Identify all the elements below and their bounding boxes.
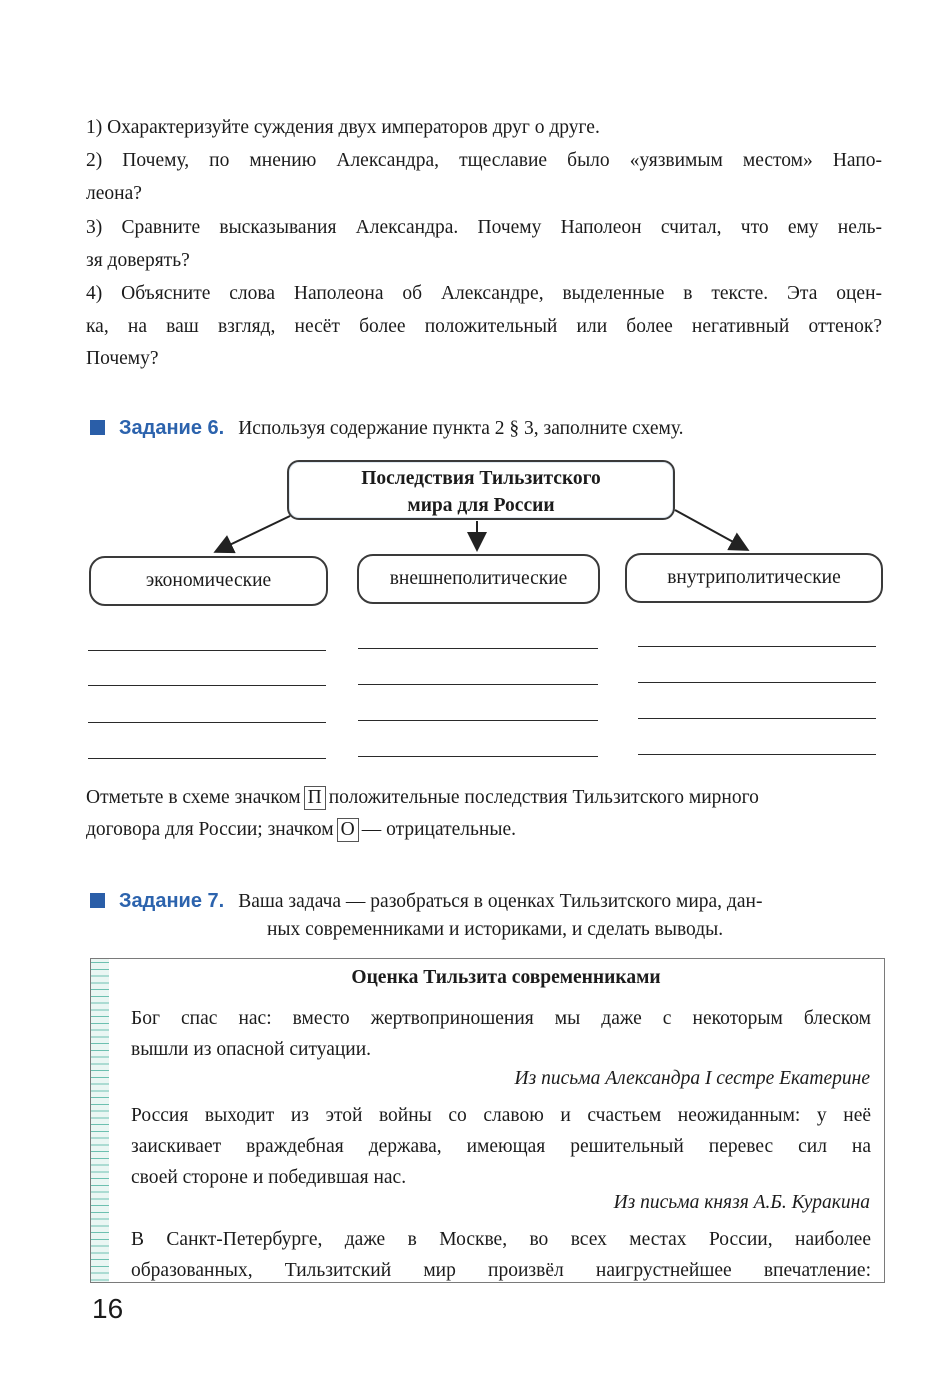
quote-3-line-2: образованных, Тильзитский мир произвёл наигрустнейшее впечатление: (131, 1260, 871, 1281)
note-text-1: Отметьте в схеме значком (86, 787, 301, 808)
task-6-label: Задание 6. (119, 417, 225, 439)
answer-line-domestic-1[interactable] (638, 646, 876, 647)
note-text-3: договора для России; значком (86, 819, 334, 840)
answer-line-foreign-2[interactable] (358, 684, 598, 685)
arrow-to-domestic (675, 510, 746, 549)
task-7-text-line-2: ных современниками и историками, и сделать выводы. (267, 919, 724, 940)
question-4-line-2: ка, на ваш взгляд, несёт более положительный или более негативный оттенок? (86, 315, 882, 337)
frame-decoration (91, 959, 109, 1282)
note-text-4: — отрицательные. (361, 819, 517, 840)
quote-2 (131, 1100, 871, 1193)
note-text-2: положительные последствия Тильзитского мирного (328, 787, 759, 808)
answer-line-domestic-2[interactable] (638, 682, 876, 683)
source-frame (90, 958, 885, 1283)
quote-2-line-1: Россия выходит из этой войны со славою и счастьем неожиданным: у неё (131, 1105, 871, 1126)
answer-line-foreign-3[interactable] (358, 720, 598, 721)
task-6-note-line-1 (86, 782, 882, 814)
task-7-header (90, 886, 762, 917)
answer-line-domestic-3[interactable] (638, 718, 876, 719)
diagram-arrows (0, 0, 943, 620)
quote-1 (131, 1003, 871, 1065)
diagram-root-line-2: мира для России (407, 495, 555, 516)
question-1: 1) Охарактеризуйте суждения двух императоров друг о друге. (86, 117, 600, 138)
answer-line-domestic-4[interactable] (638, 754, 876, 755)
quote-1-line-2: вышли из опасной ситуации. (131, 1039, 372, 1060)
positive-mark-box: П (304, 786, 326, 810)
question-2-line-2: леона? (86, 182, 142, 204)
answer-line-economic-3[interactable] (88, 722, 326, 723)
category-domestic-policy: внутриполитические (625, 553, 883, 603)
category-economic: экономические (89, 556, 328, 606)
task-6-text: Используя содержание пункта 2 § 3, заполните схему. (238, 418, 684, 439)
question-3-line-1: 3) Сравните высказывания Александра. Почему Наполеон считал, что ему нель- (86, 217, 882, 238)
quote-2-source: Из письма князя А.Б. Куракина (613, 1192, 870, 1213)
arrow-to-economic (217, 516, 290, 551)
source-title: Оценка Тильзита современниками (351, 967, 661, 988)
answer-line-economic-4[interactable] (88, 758, 326, 759)
quote-1-line-1: Бог спас нас: вместо жертвоприношения мы даже с некоторым блеском (131, 1008, 871, 1029)
negative-mark-box: О (337, 818, 359, 842)
task-6-note (86, 782, 882, 846)
quote-2-line-3: своей стороне и победившая нас. (131, 1167, 407, 1188)
answer-line-economic-1[interactable] (88, 650, 326, 651)
task-7-label: Задание 7. (119, 890, 225, 912)
quote-1-source: Из письма Александра I сестре Екатерине (514, 1068, 870, 1089)
answer-line-foreign-1[interactable] (358, 648, 598, 649)
quote-3 (131, 1224, 871, 1283)
answer-line-economic-2[interactable] (88, 685, 326, 686)
question-4-line-3: Почему? (86, 348, 159, 369)
quote-2-line-2: заискивает враждебная держава, имеющая решительный перевес сил на (131, 1136, 871, 1157)
question-3-line-2: зя доверять? (86, 249, 190, 271)
answer-line-foreign-4[interactable] (358, 756, 598, 757)
page-number: 16 (92, 1293, 124, 1324)
task-6-note-line-2 (86, 814, 882, 846)
task-marker-icon (90, 893, 105, 908)
task-7-text-line-1: Ваша задача — разобраться в оценках Тильзитского мира, дан- (238, 891, 763, 912)
question-4-line-1: 4) Объясните слова Наполеона об Александре, выделенные в тексте. Эта оцен- (86, 283, 882, 304)
quote-3-line-1: В Санкт-Петербурге, даже в Москве, во всех местах России, наиболее (131, 1229, 871, 1250)
question-2-line-1: 2) Почему, по мнению Александра, тщеславие было «уязвимым местом» Напо- (86, 150, 882, 171)
category-foreign-policy: внешнеполитические (357, 554, 600, 604)
diagram-root-line-1: Последствия Тильзитского (361, 468, 601, 489)
